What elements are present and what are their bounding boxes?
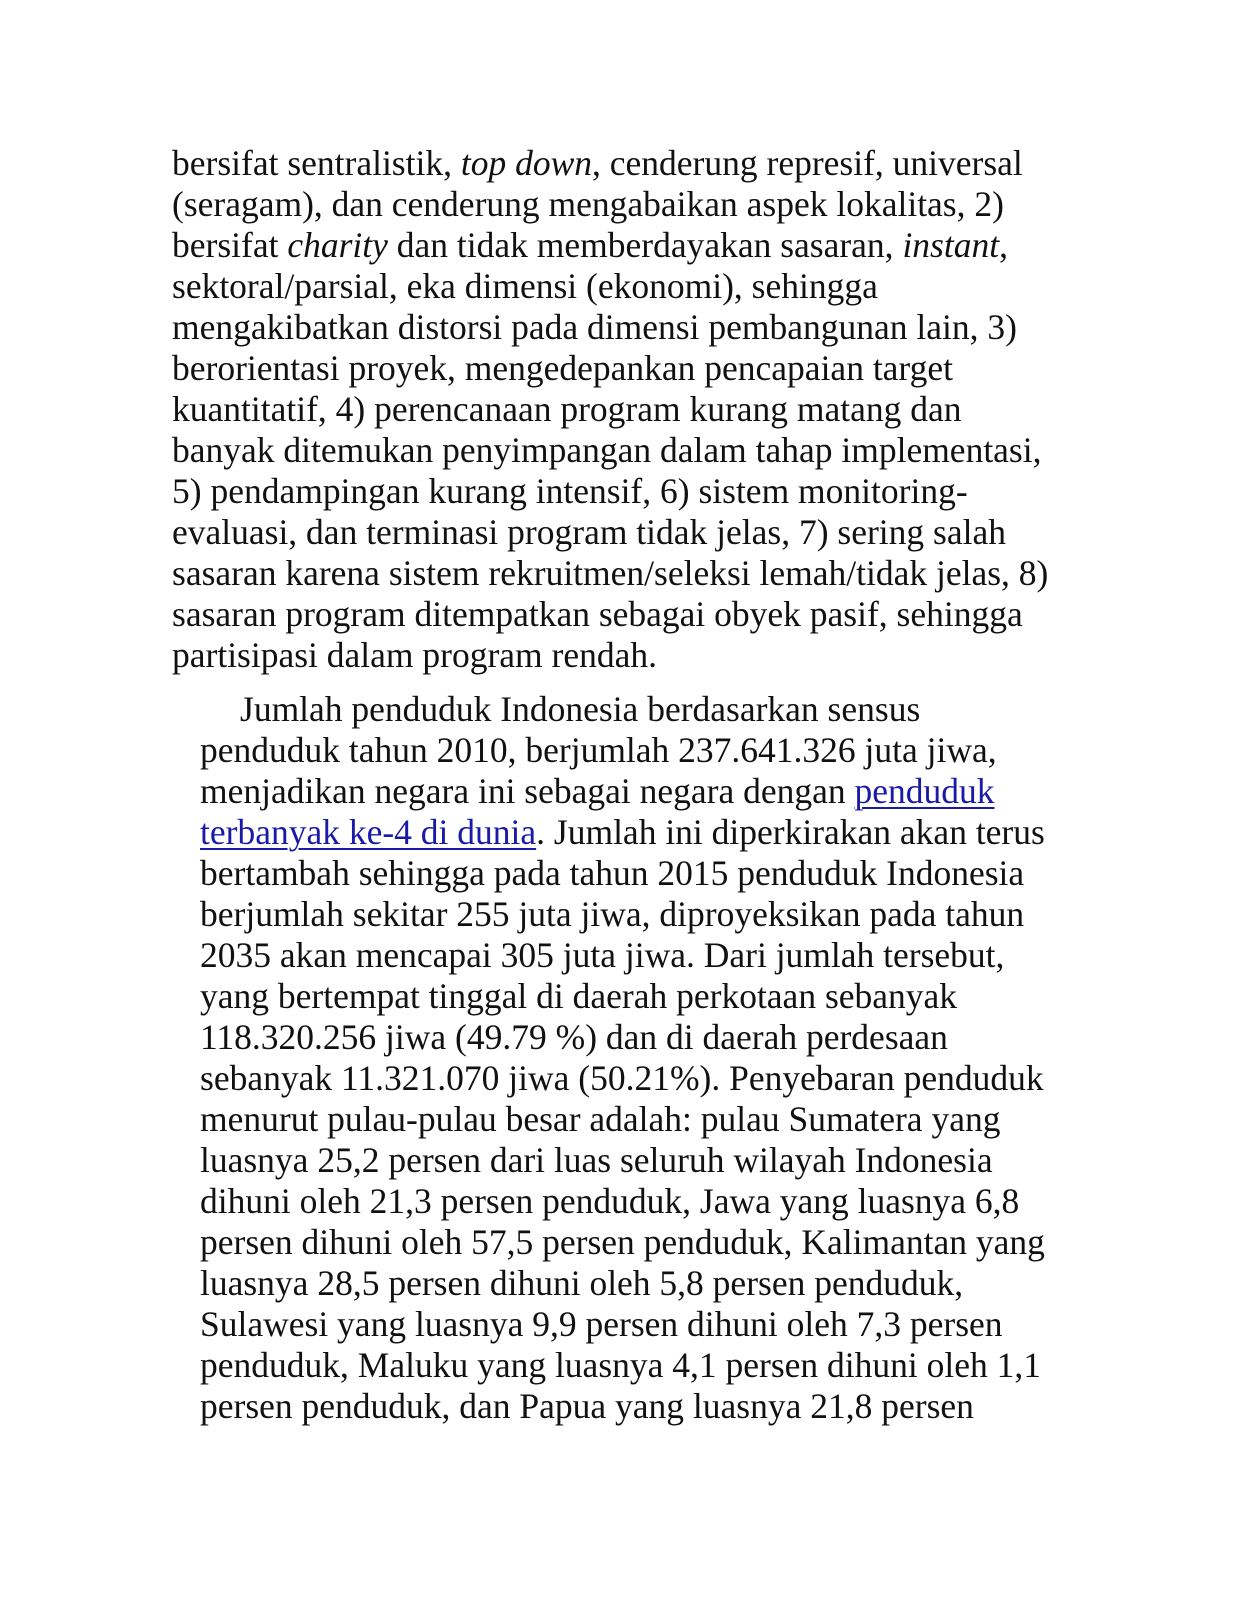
italic-term: instant	[902, 225, 1000, 265]
text-line: 5) pendampingan kurang intensif, 6) sistem monitoring-	[172, 471, 968, 511]
text-line: partisipasi dalam program rendah.	[172, 635, 658, 675]
text-line: Sulawesi yang luasnya 9,9 persen dihuni oleh 7,3 persen	[200, 1304, 1003, 1344]
text-line: sektoral/parsial, eka dimensi (ekonomi), sehingga	[172, 266, 878, 306]
text-line	[172, 225, 1048, 266]
population-ranking-link-cont[interactable]: terbanyak ke-4 di dunia	[200, 812, 537, 852]
text-line: penduduk tahun 2010, berjumlah 237.641.326 juta jiwa,	[200, 730, 997, 770]
text-line: evaluasi, dan terminasi program tidak jelas, 7) sering salah	[172, 512, 1006, 552]
text-line: menurut pulau-pulau besar adalah: pulau Sumatera yang	[200, 1099, 1001, 1139]
text-run: menjadikan negara ini sebagai negara dengan	[200, 771, 855, 811]
text-line: berjumlah sekitar 255 juta jiwa, diproyeksikan pada tahun	[200, 894, 1025, 934]
population-ranking-link[interactable]: penduduk	[854, 771, 995, 811]
text-run: . Jumlah ini diperkirakan akan terus	[536, 812, 1045, 852]
text-line-first: Jumlah penduduk Indonesia berdasarkan sensus	[240, 689, 921, 729]
text-run: , cenderung represif, universal	[592, 143, 1023, 183]
text-line: yang bertempat tinggal di daerah perkotaan sebanyak	[200, 976, 958, 1016]
text-line	[172, 143, 1048, 184]
text-line: banyak ditemukan penyimpangan dalam tahap implementasi,	[172, 430, 1042, 470]
text-line: penduduk, Maluku yang luasnya 4,1 persen dihuni oleh 1,1	[200, 1345, 1042, 1385]
text-line: berorientasi proyek, mengedepankan pencapaian target	[172, 348, 953, 388]
text-line: persen penduduk, dan Papua yang luasnya 21,8 persen	[200, 1386, 974, 1426]
text-run: bersifat	[172, 225, 288, 265]
text-run: bersifat sentralistik,	[172, 143, 461, 183]
text-line: persen dihuni oleh 57,5 persen penduduk, Kalimantan yang	[200, 1222, 1045, 1262]
italic-term: top down	[460, 143, 593, 183]
paragraph-1	[172, 143, 1048, 676]
text-line: sasaran program ditempatkan sebagai obyek pasif, sehingga	[172, 594, 1023, 634]
text-line: 2035 akan mencapai 305 juta jiwa. Dari jumlah tersebut,	[200, 935, 1005, 975]
text-line	[200, 771, 1045, 812]
text-line: sebanyak 11.321.070 jiwa (50.21%). Penyebaran penduduk	[200, 1058, 1044, 1098]
text-line: luasnya 28,5 persen dihuni oleh 5,8 persen penduduk,	[200, 1263, 964, 1303]
text-line: mengakibatkan distorsi pada dimensi pembangunan lain, 3)	[172, 307, 1017, 347]
paragraph-2	[200, 689, 1045, 1427]
text-line: sasaran karena sistem rekruitmen/seleksi lemah/tidak jelas, 8)	[172, 553, 1049, 593]
text-run: ,	[999, 225, 1008, 265]
text-line: kuantitatif, 4) perencanaan program kurang matang dan	[172, 389, 962, 429]
text-line: bertambah sehingga pada tahun 2015 penduduk Indonesia	[200, 853, 1025, 893]
text-line	[200, 812, 1045, 853]
text-line: dihuni oleh 21,3 persen penduduk, Jawa yang luasnya 6,8	[200, 1181, 1020, 1221]
text-line: 118.320.256 jiwa (49.79 %) dan di daerah perdesaan	[200, 1017, 948, 1057]
text-line: luasnya 25,2 persen dari luas seluruh wilayah Indonesia	[200, 1140, 993, 1180]
text-run: dan tidak memberdayakan sasaran,	[387, 225, 903, 265]
italic-term: charity	[287, 225, 388, 265]
text-line: (seragam), dan cenderung mengabaikan aspek lokalitas, 2)	[172, 184, 1004, 224]
